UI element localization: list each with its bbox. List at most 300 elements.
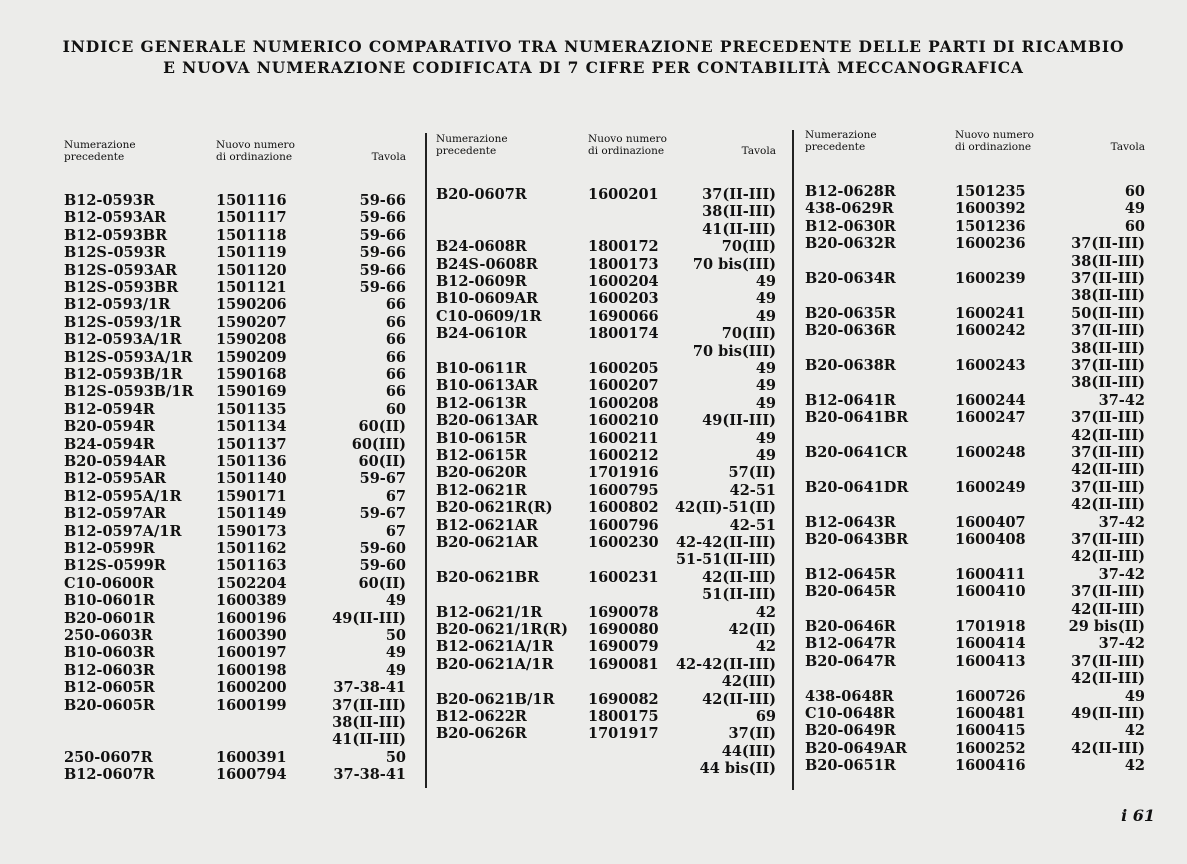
- tavola-ref: 44 bis(II): [699, 760, 776, 778]
- table-row: [805, 218, 1150, 235]
- table-row: [436, 256, 786, 273]
- header-text: Tavola: [371, 151, 406, 163]
- tavola-ref: 38(II-III): [702, 203, 776, 221]
- previous-number: B24-0608R: [436, 238, 527, 256]
- previous-number: B12-0621AR: [436, 516, 539, 534]
- previous-number: B20-0626R: [436, 725, 527, 743]
- table-row: [436, 586, 786, 603]
- table-row: [805, 722, 1150, 739]
- header-new-number: [955, 129, 1034, 153]
- header-text: precedente: [805, 141, 866, 153]
- new-order-number: 1600208: [588, 394, 659, 412]
- table-row: [436, 656, 786, 673]
- new-order-number: 1800173: [588, 255, 659, 273]
- table-row: [805, 461, 1150, 478]
- table-row: [64, 418, 414, 435]
- new-order-number: 1600796: [588, 516, 659, 534]
- previous-number: B12-0593BR: [64, 226, 168, 244]
- header-text: Numerazione: [805, 129, 877, 141]
- header-new-number: [588, 133, 667, 157]
- tavola-ref: 37(II-III): [1071, 322, 1145, 340]
- tavola-ref: 42(III): [721, 673, 776, 691]
- new-order-number: 1501162: [216, 540, 287, 557]
- tavola-ref: 49: [755, 394, 776, 412]
- new-order-number: 1600408: [955, 531, 1026, 548]
- previous-number: B20-0634R: [805, 270, 896, 287]
- new-order-number: 1600243: [955, 357, 1026, 374]
- table-row: [436, 569, 786, 586]
- tavola-ref: 44(III): [721, 742, 776, 760]
- new-order-number: 1690079: [588, 638, 659, 656]
- tavola-ref: 60(III): [351, 435, 406, 453]
- previous-number: B10-0603R: [64, 644, 155, 662]
- previous-number: B20-0621R(R): [436, 499, 553, 517]
- tavola-ref: 59-66: [359, 226, 406, 244]
- previous-number: B12-0597AR: [64, 505, 167, 523]
- table-row: [436, 325, 786, 342]
- tavola-ref: 42: [755, 638, 776, 656]
- table-row: [436, 534, 786, 551]
- previous-number: B20-0651R: [805, 757, 896, 775]
- previous-number: B20-0641DR: [805, 478, 909, 496]
- new-order-number: 1600210: [588, 412, 659, 430]
- new-order-number: 1600197: [216, 644, 287, 662]
- previous-number: B12-0622R: [436, 708, 527, 725]
- tavola-ref: 67: [385, 487, 406, 505]
- previous-number: B12-0595A/1R: [64, 487, 182, 505]
- new-order-number: 1590168: [216, 366, 287, 383]
- tavola-ref: 49: [755, 447, 776, 464]
- previous-number: B12-0630R: [805, 217, 896, 235]
- table-row: [64, 227, 414, 244]
- table-row: [64, 731, 414, 748]
- tavola-ref: 37(II-III): [702, 186, 776, 203]
- previous-number: B12-0613R: [436, 394, 527, 412]
- tavola-ref: 49: [385, 661, 406, 679]
- table-row: [436, 673, 786, 690]
- header-text: precedente: [64, 151, 125, 163]
- header-previous-number: [64, 139, 136, 163]
- header-text: Nuovo numero: [955, 129, 1034, 141]
- previous-number: B20-0620R: [436, 464, 527, 482]
- tavola-ref: 37-42: [1098, 565, 1145, 583]
- new-order-number: 1600247: [955, 409, 1026, 427]
- table-row: [64, 453, 414, 470]
- tavola-ref: 59-67: [359, 470, 406, 488]
- new-order-number: 1590209: [216, 348, 287, 366]
- new-order-number: 1590206: [216, 296, 287, 314]
- tavola-ref: 37(II-III): [1071, 444, 1145, 461]
- previous-number: B12-0645R: [805, 565, 896, 583]
- tavola-ref: 42(II-III): [702, 568, 776, 586]
- new-order-number: 1600207: [588, 377, 659, 395]
- header-new-number: [216, 139, 295, 163]
- table-row: [64, 470, 414, 487]
- new-order-number: 1501149: [216, 505, 287, 523]
- previous-number: B20-0646R: [805, 618, 896, 635]
- tavola-ref: 59-60: [359, 540, 406, 557]
- tavola-ref: 37(II-III): [1071, 531, 1145, 548]
- new-order-number: 1590208: [216, 331, 287, 349]
- tavola-ref: 57(II): [728, 464, 776, 482]
- previous-number: B12S-0593A/1R: [64, 348, 193, 366]
- tavola-ref: 37-42: [1098, 391, 1145, 409]
- table-row: [436, 447, 786, 464]
- table-row: [436, 360, 786, 377]
- new-order-number: 1600391: [216, 748, 287, 766]
- table-row: [64, 314, 414, 331]
- new-order-number: 1590169: [216, 383, 287, 401]
- previous-number: B12S-0593BR: [64, 279, 179, 296]
- table-row: [64, 244, 414, 261]
- tavola-ref: 49: [755, 307, 776, 325]
- previous-number: B10-0615R: [436, 429, 527, 447]
- new-order-number: 1600794: [216, 766, 287, 784]
- tavola-ref: 59-60: [359, 557, 406, 575]
- tavola-ref: 49: [385, 644, 406, 662]
- tavola-ref: 50: [385, 627, 406, 644]
- header-text: Nuovo numero: [588, 133, 667, 145]
- table-row: [436, 708, 786, 725]
- new-order-number: 1501140: [216, 470, 287, 488]
- previous-number: B20-0601R: [64, 609, 155, 627]
- tavola-ref: 37-42: [1098, 513, 1145, 531]
- previous-number: B20-0594R: [64, 418, 155, 436]
- tavola-ref: 70 bis(III): [692, 255, 776, 273]
- tavola-ref: 42(II)-51(II): [675, 499, 776, 517]
- table-row: [436, 760, 786, 777]
- tavola-ref: 59-66: [359, 209, 406, 227]
- previous-number: B12S-0593R: [64, 244, 166, 262]
- column-divider: [792, 130, 794, 790]
- previous-number: B12-0628R: [805, 183, 896, 200]
- table-row: [436, 377, 786, 394]
- tavola-ref: 42: [1124, 757, 1145, 775]
- new-order-number: 1590207: [216, 313, 287, 331]
- new-order-number: 1690081: [588, 655, 659, 673]
- previous-number: B20-0621B/1R: [436, 690, 555, 708]
- table-row: [805, 270, 1150, 287]
- new-order-number: 1600407: [955, 513, 1026, 531]
- table-row: [64, 644, 414, 661]
- new-order-number: 1501136: [216, 453, 287, 470]
- tavola-ref: 70(III): [721, 238, 776, 256]
- table-row: [805, 566, 1150, 583]
- previous-number: B12-0597A/1R: [64, 522, 182, 540]
- tavola-ref: 59-66: [359, 261, 406, 279]
- table-row: [436, 290, 786, 307]
- new-order-number: 1600249: [955, 478, 1026, 496]
- tavola-ref: 38(II-III): [1071, 339, 1145, 357]
- previous-number: B24-0610R: [436, 325, 527, 343]
- tavola-ref: 42(II-III): [1071, 548, 1145, 566]
- tavola-ref: 49: [1124, 687, 1145, 705]
- previous-number: B20-0649AR: [805, 739, 908, 757]
- header-text: Numerazione: [64, 139, 136, 151]
- tavola-ref: 59-66: [359, 192, 406, 209]
- tavola-ref: 42-42(II-III): [675, 655, 776, 673]
- table-row: [805, 200, 1150, 217]
- new-order-number: 1690080: [588, 621, 659, 638]
- new-order-number: 1600200: [216, 679, 287, 697]
- tavola-ref: 51(II-III): [702, 586, 776, 604]
- previous-number: 438-0629R: [805, 200, 894, 218]
- previous-number: B12-0621A/1R: [436, 638, 554, 656]
- table-row: [436, 273, 786, 290]
- tavola-ref: 66: [385, 348, 406, 366]
- tavola-ref: 42-42(II-III): [675, 534, 776, 551]
- previous-number: B12-0621/1R: [436, 603, 543, 621]
- tavola-ref: 70 bis(III): [692, 342, 776, 360]
- table-row: [436, 238, 786, 255]
- table-row: [64, 523, 414, 540]
- previous-number: B20-0647R: [805, 652, 896, 670]
- table-row: [436, 395, 786, 412]
- previous-number: B12-0595AR: [64, 470, 167, 488]
- tavola-ref: 42(II-III): [1071, 600, 1145, 618]
- tavola-ref: 60: [385, 400, 406, 418]
- tavola-ref: 59-67: [359, 505, 406, 523]
- header-text: Tavola: [741, 145, 776, 157]
- table-row: [436, 464, 786, 481]
- table-row: [64, 383, 414, 400]
- table-row: [805, 618, 1150, 635]
- previous-number: B12-0593R: [64, 192, 155, 209]
- header-text: di ordinazione: [955, 141, 1032, 153]
- table-row: [436, 412, 786, 429]
- tavola-ref: 60(II): [358, 418, 406, 436]
- previous-number: B10-0611R: [436, 360, 527, 377]
- new-order-number: 1600201: [588, 186, 659, 203]
- tavola-ref: 37(II-III): [1071, 652, 1145, 670]
- previous-number: B20-0632R: [805, 235, 896, 253]
- previous-number: B20-0621AR: [436, 534, 539, 551]
- previous-number: B20-0645R: [805, 583, 896, 601]
- table-row: [805, 531, 1150, 548]
- new-order-number: 1501120: [216, 261, 287, 279]
- tavola-ref: 60: [1124, 217, 1145, 235]
- header-tavola: [742, 145, 776, 157]
- table-row: [805, 322, 1150, 339]
- table-row: [805, 740, 1150, 757]
- previous-number: B20-0621BR: [436, 568, 540, 586]
- tavola-ref: 66: [385, 313, 406, 331]
- previous-number: B12-0643R: [805, 513, 896, 531]
- tavola-ref: 66: [385, 383, 406, 401]
- new-order-number: 1600415: [955, 722, 1026, 740]
- new-order-number: 1600481: [955, 705, 1026, 722]
- table-row: [436, 517, 786, 534]
- table-row: [64, 401, 414, 418]
- index-column-2: [436, 0, 786, 864]
- tavola-ref: 59-66: [359, 244, 406, 262]
- new-order-number: 1501235: [955, 183, 1026, 200]
- new-order-number: 1600413: [955, 652, 1026, 670]
- new-order-number: 1600231: [588, 568, 659, 586]
- previous-number: B12-0615R: [436, 447, 527, 464]
- table-row: [805, 583, 1150, 600]
- previous-number: B24-0594R: [64, 435, 155, 453]
- table-row: [805, 427, 1150, 444]
- new-order-number: 1701916: [588, 464, 659, 482]
- previous-number: B12-0607R: [64, 766, 155, 784]
- tavola-ref: 37(II-III): [1071, 409, 1145, 427]
- tavola-ref: 38(II-III): [1071, 374, 1145, 392]
- table-row: [805, 374, 1150, 391]
- tavola-ref: 42-51: [729, 516, 776, 534]
- table-row: [64, 209, 414, 226]
- tavola-ref: 50(II-III): [1071, 304, 1145, 322]
- new-order-number: 1600414: [955, 635, 1026, 653]
- tavola-ref: 37(II-III): [1071, 235, 1145, 253]
- index-column-3: [805, 0, 1150, 864]
- new-order-number: 1600203: [588, 290, 659, 308]
- table-row: [805, 670, 1150, 687]
- new-order-number: 1600212: [588, 447, 659, 464]
- table-row: [436, 499, 786, 516]
- tavola-ref: 37-42: [1098, 635, 1145, 653]
- table-row: [64, 262, 414, 279]
- page-number: i 61: [1121, 806, 1155, 825]
- new-order-number: 1800172: [588, 238, 659, 256]
- new-order-number: 1600241: [955, 304, 1026, 322]
- new-order-number: 1600204: [588, 273, 659, 290]
- table-row: [436, 604, 786, 621]
- new-order-number: 1501116: [216, 192, 287, 209]
- table-row: [805, 496, 1150, 513]
- new-order-number: 1600392: [955, 200, 1026, 218]
- tavola-ref: 37(II): [728, 725, 776, 743]
- new-order-number: 1600199: [216, 696, 287, 714]
- previous-number: B12-0599R: [64, 540, 155, 557]
- new-order-number: 1600389: [216, 592, 287, 610]
- new-order-number: 1690082: [588, 690, 659, 708]
- tavola-ref: 37(II-III): [332, 696, 406, 714]
- previous-number: 250-0607R: [64, 748, 153, 766]
- table-row: [436, 308, 786, 325]
- tavola-ref: 42(II): [728, 621, 776, 638]
- table-row: [64, 714, 414, 731]
- previous-number: B20-0621/1R(R): [436, 621, 569, 638]
- tavola-ref: 37-38-41: [333, 679, 406, 697]
- new-order-number: 1501117: [216, 209, 287, 227]
- previous-number: B12S-0593AR: [64, 261, 178, 279]
- table-row: [436, 691, 786, 708]
- table-row: [805, 479, 1150, 496]
- new-order-number: 1600802: [588, 499, 659, 517]
- table-row: [64, 349, 414, 366]
- table-row: [805, 183, 1150, 200]
- table-row: [64, 366, 414, 383]
- tavola-ref: 60(II): [358, 453, 406, 470]
- tavola-ref: 42-51: [729, 481, 776, 499]
- table-row: [805, 253, 1150, 270]
- header-tavola: [1111, 141, 1145, 153]
- new-order-number: 1600248: [955, 444, 1026, 461]
- table-row: [805, 235, 1150, 252]
- table-row: [64, 610, 414, 627]
- previous-number: B20-0605R: [64, 696, 155, 714]
- tavola-ref: 51-51(II-III): [675, 551, 776, 569]
- tavola-ref: 42(II-III): [702, 690, 776, 708]
- new-order-number: 1600411: [955, 565, 1026, 583]
- table-row: [805, 305, 1150, 322]
- new-order-number: 1501163: [216, 557, 287, 575]
- table-row: [805, 340, 1150, 357]
- new-order-number: 1600239: [955, 270, 1026, 287]
- tavola-ref: 42(II-III): [1071, 670, 1145, 688]
- previous-number: B20-0643BR: [805, 531, 909, 548]
- table-row: [64, 540, 414, 557]
- new-order-number: 1590171: [216, 487, 287, 505]
- table-row: [64, 557, 414, 574]
- tavola-ref: 49: [755, 290, 776, 308]
- tavola-ref: 49: [385, 592, 406, 610]
- tavola-ref: 41(II-III): [702, 220, 776, 238]
- previous-number: B12S-0593B/1R: [64, 383, 194, 401]
- header-text: precedente: [436, 145, 497, 157]
- previous-number: 438-0648R: [805, 687, 894, 705]
- new-order-number: 1600236: [955, 235, 1026, 253]
- tavola-ref: 66: [385, 366, 406, 383]
- new-order-number: 1501119: [216, 244, 287, 262]
- new-order-number: 1690066: [588, 307, 659, 325]
- tavola-ref: 49(II-III): [702, 412, 776, 430]
- previous-number: B20-0621A/1R: [436, 655, 554, 673]
- table-row: [64, 592, 414, 609]
- header-tavola: [372, 151, 406, 163]
- previous-number: B20-0613AR: [436, 412, 539, 430]
- table-row: [436, 551, 786, 568]
- tavola-ref: 60: [1124, 183, 1145, 200]
- previous-number: C10-0609/1R: [436, 307, 542, 325]
- tavola-ref: 49: [755, 429, 776, 447]
- table-row: [436, 725, 786, 742]
- table-row: [805, 653, 1150, 670]
- previous-number: B20-0641CR: [805, 444, 908, 461]
- new-order-number: 1590173: [216, 522, 287, 540]
- new-order-number: 1600390: [216, 627, 287, 644]
- tavola-ref: 38(II-III): [1071, 287, 1145, 305]
- tavola-ref: 49: [755, 377, 776, 395]
- new-order-number: 1600198: [216, 661, 287, 679]
- previous-number: B20-0607R: [436, 186, 527, 203]
- tavola-ref: 49: [755, 360, 776, 377]
- new-order-number: 1600205: [588, 360, 659, 377]
- tavola-ref: 49: [755, 273, 776, 290]
- tavola-ref: 42(II-III): [1071, 739, 1145, 757]
- table-row: [805, 705, 1150, 722]
- tavola-ref: 59-66: [359, 279, 406, 296]
- table-row: [436, 621, 786, 638]
- new-order-number: 1501135: [216, 400, 287, 418]
- table-row: [436, 203, 786, 220]
- table-row: [805, 635, 1150, 652]
- table-row: [64, 749, 414, 766]
- tavola-ref: 38(II-III): [1071, 252, 1145, 270]
- new-order-number: 1600196: [216, 609, 287, 627]
- table-row: [805, 357, 1150, 374]
- tavola-ref: 60(II): [358, 574, 406, 592]
- new-order-number: 1600230: [588, 534, 659, 551]
- tavola-ref: 49: [1124, 200, 1145, 218]
- table-row: [64, 627, 414, 644]
- table-row: [64, 436, 414, 453]
- header-text: Numerazione: [436, 133, 508, 145]
- new-order-number: 1600242: [955, 322, 1026, 340]
- previous-number: B20-0594AR: [64, 453, 167, 470]
- new-order-number: 1501121: [216, 279, 287, 296]
